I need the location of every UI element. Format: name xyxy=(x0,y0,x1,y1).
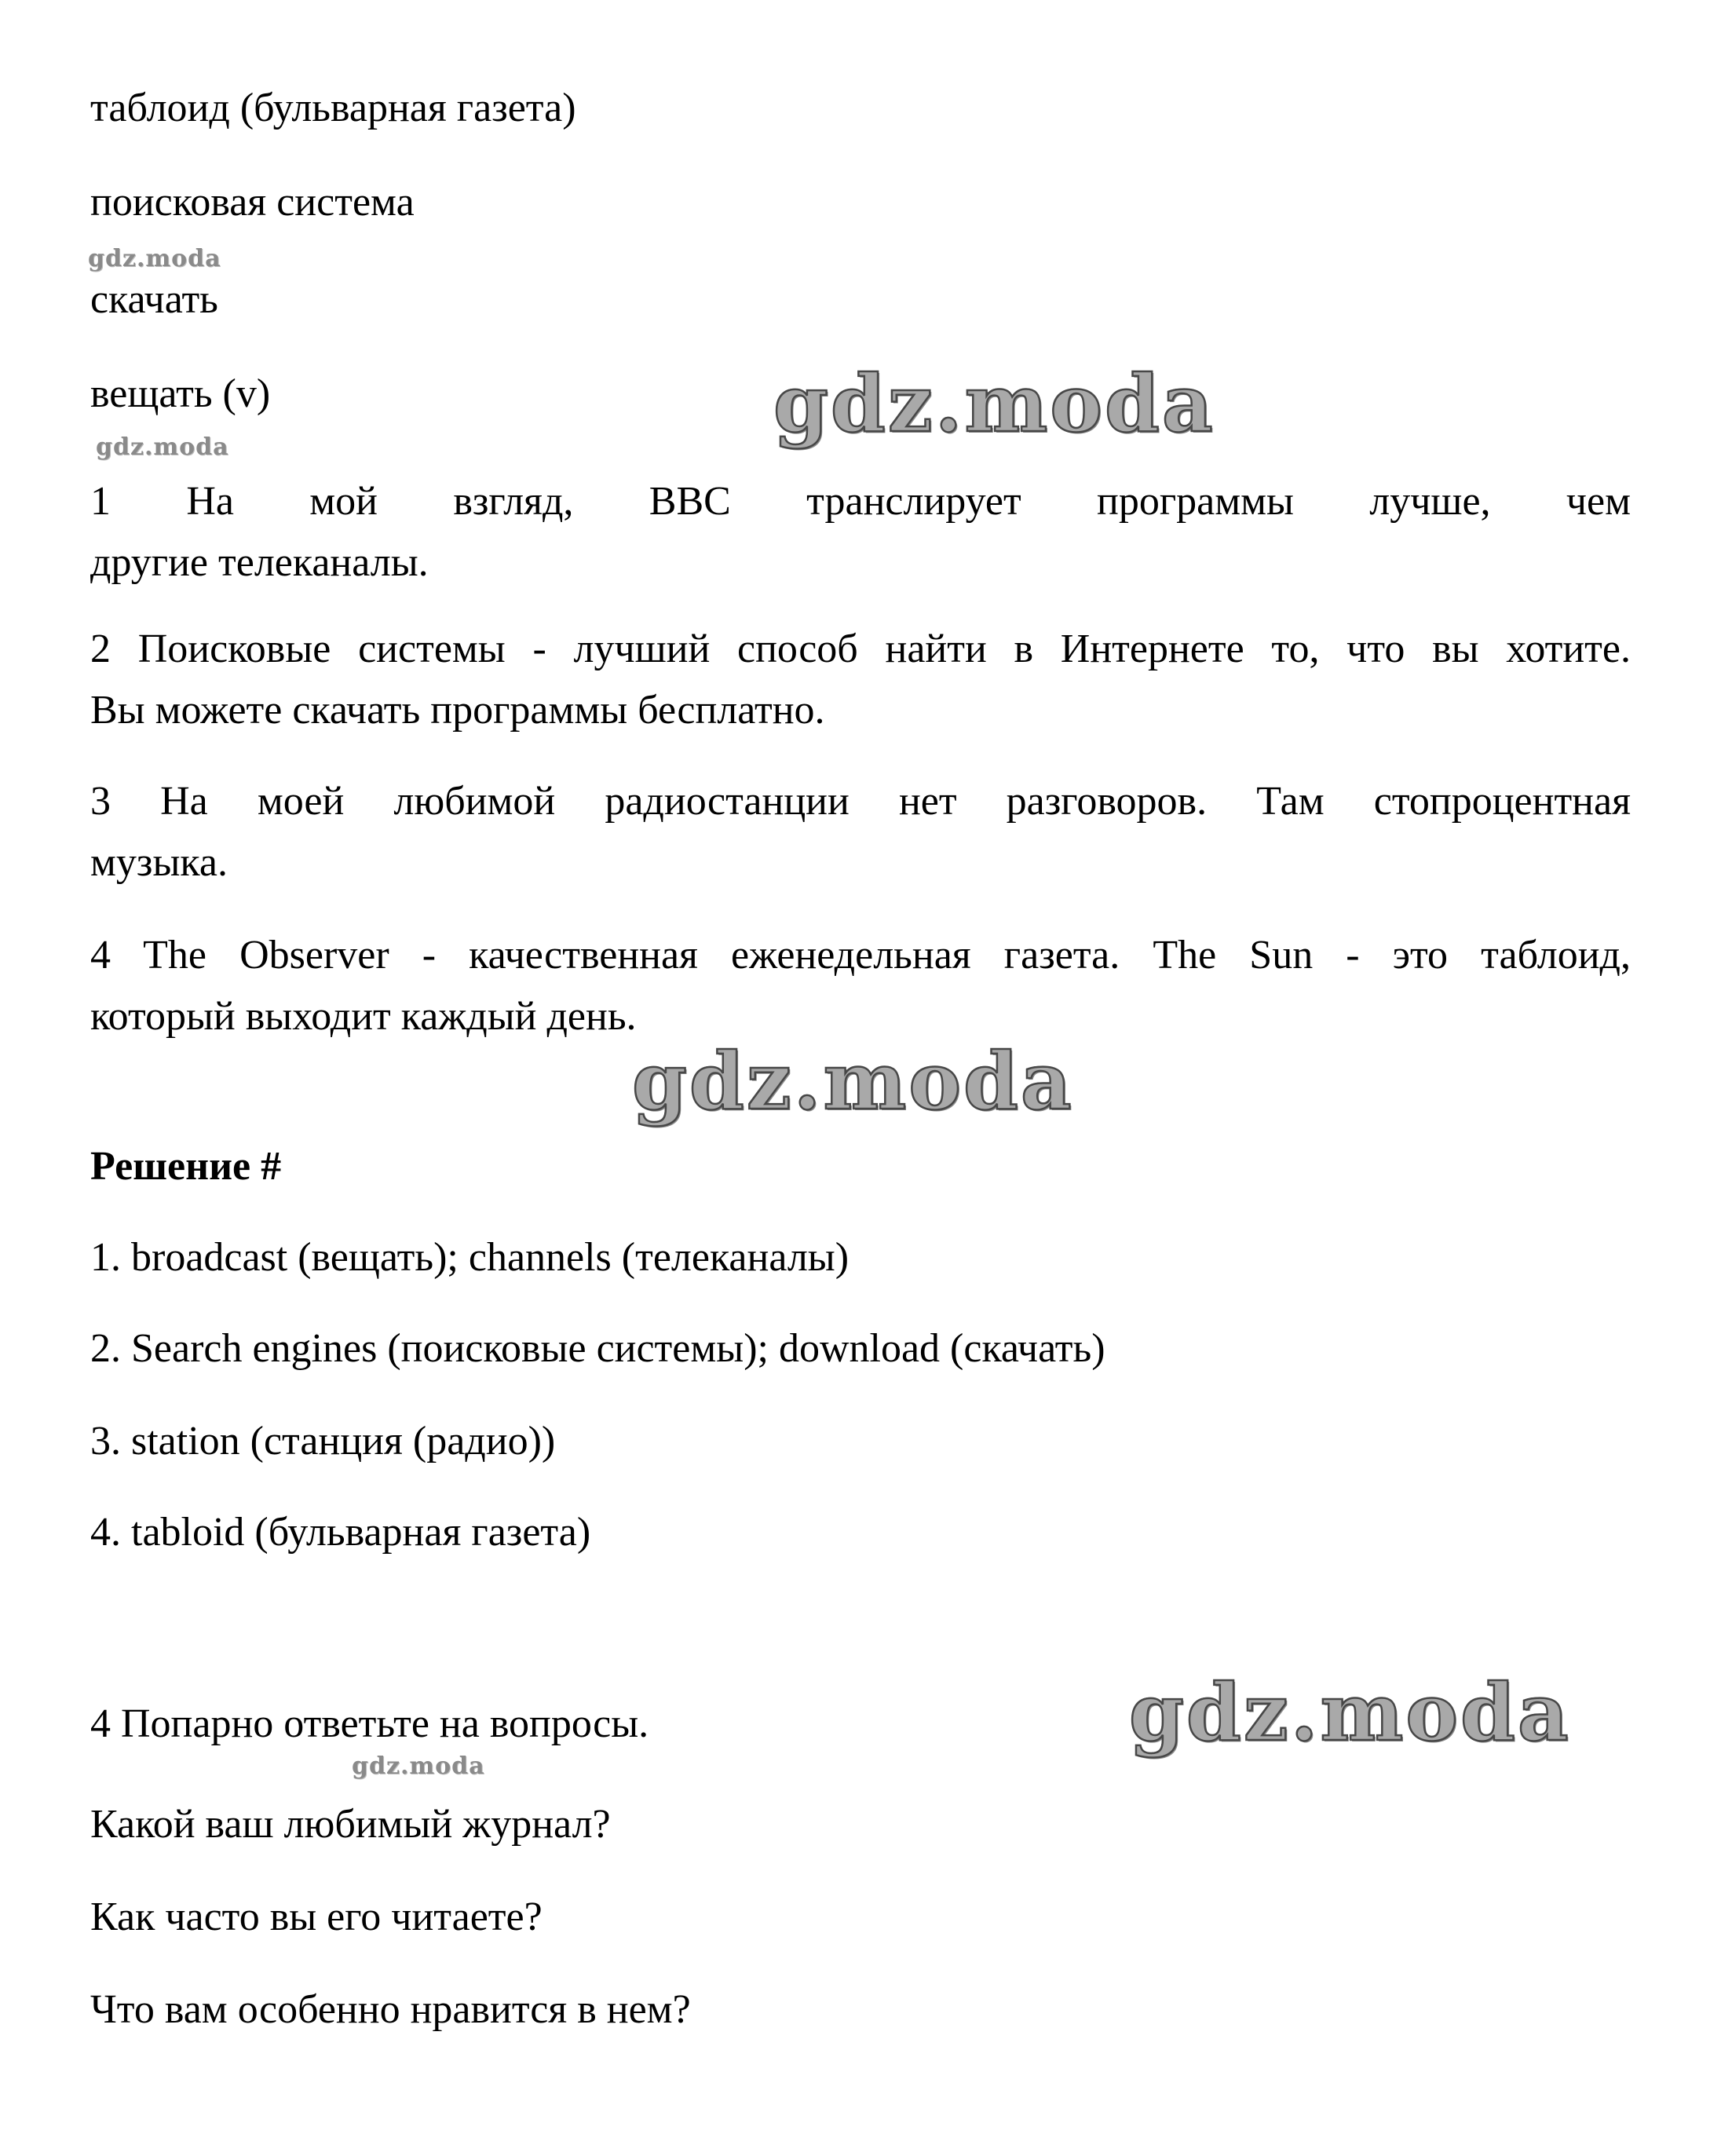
sentence-paragraph-2 xyxy=(90,619,1631,741)
sentence-4-line-2: который выходит каждый день. xyxy=(90,994,637,1039)
solution-item-2: 2. Search engines (поисковые системы); download (скачать) xyxy=(90,1326,1105,1371)
question-2: Как часто вы его читаете? xyxy=(90,1895,543,1939)
question-1: Какой ваш любимый журнал? xyxy=(90,1802,611,1847)
solution-heading: Решение # xyxy=(90,1144,282,1189)
watermark-small-3: gdz.moda xyxy=(352,1752,485,1780)
solution-item-3: 3. station (станция (радио)) xyxy=(90,1419,556,1464)
sentence-2-line-2: Вы можете скачать программы бесплатно. xyxy=(90,688,825,733)
question-3: Что вам особенно нравится в нем? xyxy=(90,1987,691,2032)
vocab-item-tabloid: таблоид (бульварная газета) xyxy=(90,86,576,130)
vocab-item-download: скачать xyxy=(90,277,218,322)
sentence-1-line-2: другие телеканалы. xyxy=(90,540,429,585)
watermark-small-1: gdz.moda xyxy=(88,245,221,272)
vocab-item-search-engine: поисковая система xyxy=(90,180,415,225)
sentence-paragraph-3 xyxy=(90,771,1631,893)
watermark-large-3: gdz.moda xyxy=(1129,1666,1571,1759)
sentence-paragraph-4 xyxy=(90,925,1631,1047)
watermark-small-2: gdz.moda xyxy=(96,433,229,461)
watermark-large-2: gdz.moda xyxy=(632,1035,1074,1127)
sentence-1-line-1: 1 На мой взгляд, BBC транслирует программы лучше, чем xyxy=(90,479,1631,524)
sentence-2-line-1: 2 Поисковые системы - лучший способ найти в Интернете то, что вы хотите. xyxy=(90,627,1631,671)
sentence-3-line-2: музыка. xyxy=(90,840,228,885)
solution-item-4: 4. tabloid (бульварная газета) xyxy=(90,1510,591,1555)
sentence-4-line-1: 4 The Observer - качественная еженедельная газета. The Sun - это таблоид, xyxy=(90,933,1631,978)
watermark-large-1: gdz.moda xyxy=(773,357,1215,450)
vocab-item-broadcast: вещать (v) xyxy=(90,371,271,416)
task4-heading: 4 Попарно ответьте на вопросы. xyxy=(90,1701,649,1746)
solution-item-1: 1. broadcast (вещать); channels (телеканалы) xyxy=(90,1235,850,1280)
sentence-paragraph-1 xyxy=(90,471,1631,594)
sentence-3-line-1: 3 На моей любимой радиостанции нет разговоров. Там стопроцентная xyxy=(90,779,1631,824)
